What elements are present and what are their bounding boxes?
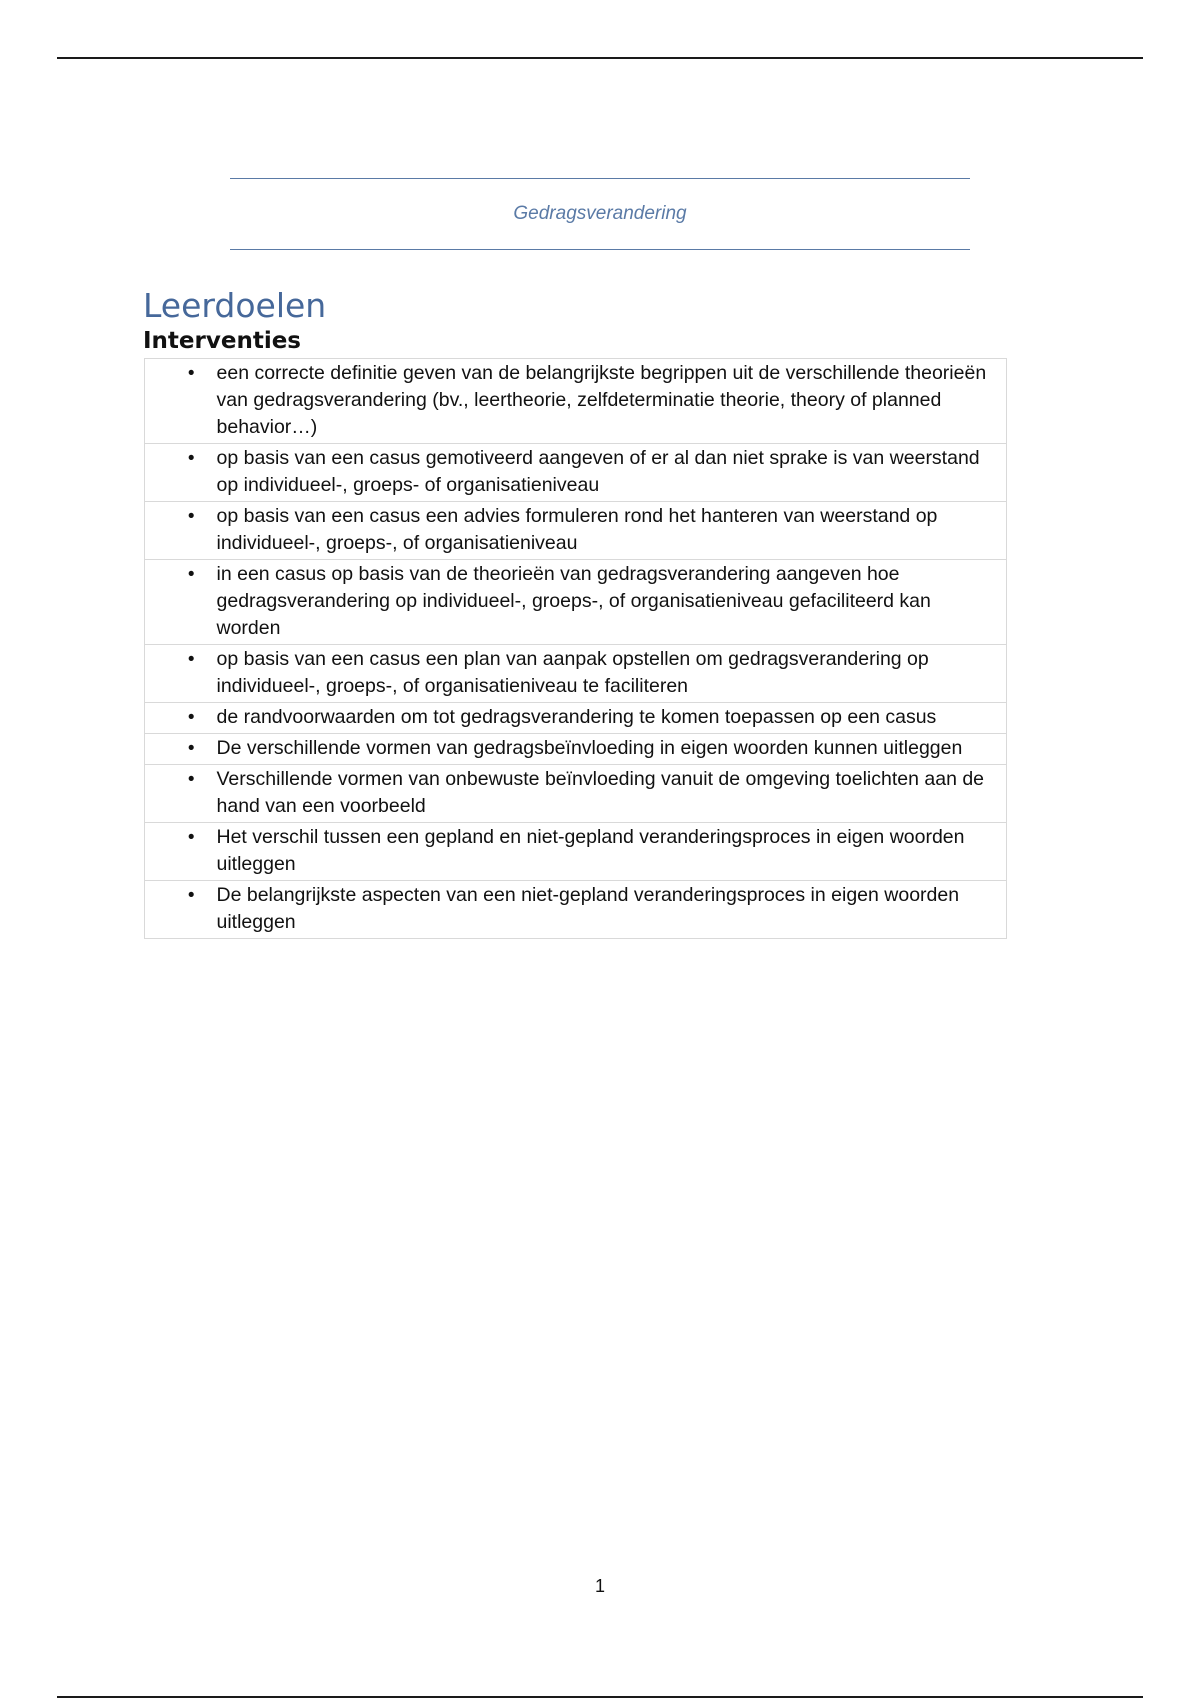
learning-goal-text: De verschillende vormen van gedragsbeïnvloeding in eigen woorden kunnen uitleggen bbox=[217, 734, 1007, 765]
bullet-cell bbox=[145, 502, 217, 560]
bullet-cell bbox=[145, 560, 217, 645]
bullet-icon: • bbox=[187, 649, 195, 670]
bullet-cell bbox=[145, 444, 217, 502]
table-row bbox=[145, 881, 1007, 939]
learning-goal-text: Verschillende vormen van onbewuste beïnvloeding vanuit de omgeving toelichten aan de hand van een voorbeeld bbox=[217, 765, 1007, 823]
page-header bbox=[230, 178, 970, 250]
bullet-cell bbox=[145, 823, 217, 881]
header-title: Gedragsverandering bbox=[513, 203, 687, 224]
learning-goals-table bbox=[144, 358, 1007, 939]
bullet-cell bbox=[145, 645, 217, 703]
learning-goal-text: een correcte definitie geven van de belangrijkste begrippen uit de verschillende theorieën van gedragsverandering (bv., leertheorie, zelfdeterminatie theorie, theory of planned behavior…) bbox=[217, 359, 1007, 444]
bullet-cell bbox=[145, 734, 217, 765]
table-row bbox=[145, 823, 1007, 881]
bullet-icon: • bbox=[187, 506, 195, 527]
page-number: 1 bbox=[594, 1576, 605, 1596]
bullet-icon: • bbox=[187, 564, 195, 585]
bullet-icon: • bbox=[187, 769, 195, 790]
bullet-cell bbox=[145, 703, 217, 734]
bullet-icon: • bbox=[187, 448, 195, 469]
table-row bbox=[145, 502, 1007, 560]
table-row bbox=[145, 765, 1007, 823]
bullet-cell bbox=[145, 359, 217, 444]
learning-goal-text: Het verschil tussen een gepland en niet-gepland veranderingsproces in eigen woorden uitleggen bbox=[217, 823, 1007, 881]
bullet-icon: • bbox=[187, 827, 195, 848]
bullet-icon: • bbox=[187, 363, 195, 384]
table-row bbox=[145, 703, 1007, 734]
learning-goal-text: op basis van een casus gemotiveerd aangeven of er al dan niet sprake is van weerstand op individueel-, groeps- of organisatieniveau bbox=[217, 444, 1007, 502]
learning-goal-text: op basis van een casus een plan van aanpak opstellen om gedragsverandering op individueel-, groeps-, of organisatieniveau te faciliteren bbox=[217, 645, 1007, 703]
table-row bbox=[145, 734, 1007, 765]
bullet-icon: • bbox=[187, 707, 195, 728]
table-row bbox=[145, 444, 1007, 502]
section-subheading: Interventies bbox=[143, 328, 302, 354]
table-row bbox=[145, 359, 1007, 444]
bullet-icon: • bbox=[187, 738, 195, 759]
learning-goal-text: de randvoorwaarden om tot gedragsverandering te komen toepassen op een casus bbox=[217, 703, 1007, 734]
bullet-cell bbox=[145, 881, 217, 939]
section-heading: Leerdoelen bbox=[143, 286, 327, 325]
bullet-cell bbox=[145, 765, 217, 823]
learning-goal-text: in een casus op basis van de theorieën van gedragsverandering aangeven hoe gedragsverandering op individueel-, groeps-, of organisatieniveau gefaciliteerd kan worden bbox=[217, 560, 1007, 645]
learning-goal-text: De belangrijkste aspecten van een niet-gepland veranderingsproces in eigen woorden uitleggen bbox=[217, 881, 1007, 939]
page-top-rule bbox=[57, 57, 1143, 59]
table-row bbox=[145, 645, 1007, 703]
learning-goal-text: op basis van een casus een advies formuleren rond het hanteren van weerstand op individueel-, groeps-, of organisatieniveau bbox=[217, 502, 1007, 560]
bullet-icon: • bbox=[187, 885, 195, 906]
table-row bbox=[145, 560, 1007, 645]
page-bottom-rule bbox=[57, 1696, 1143, 1698]
